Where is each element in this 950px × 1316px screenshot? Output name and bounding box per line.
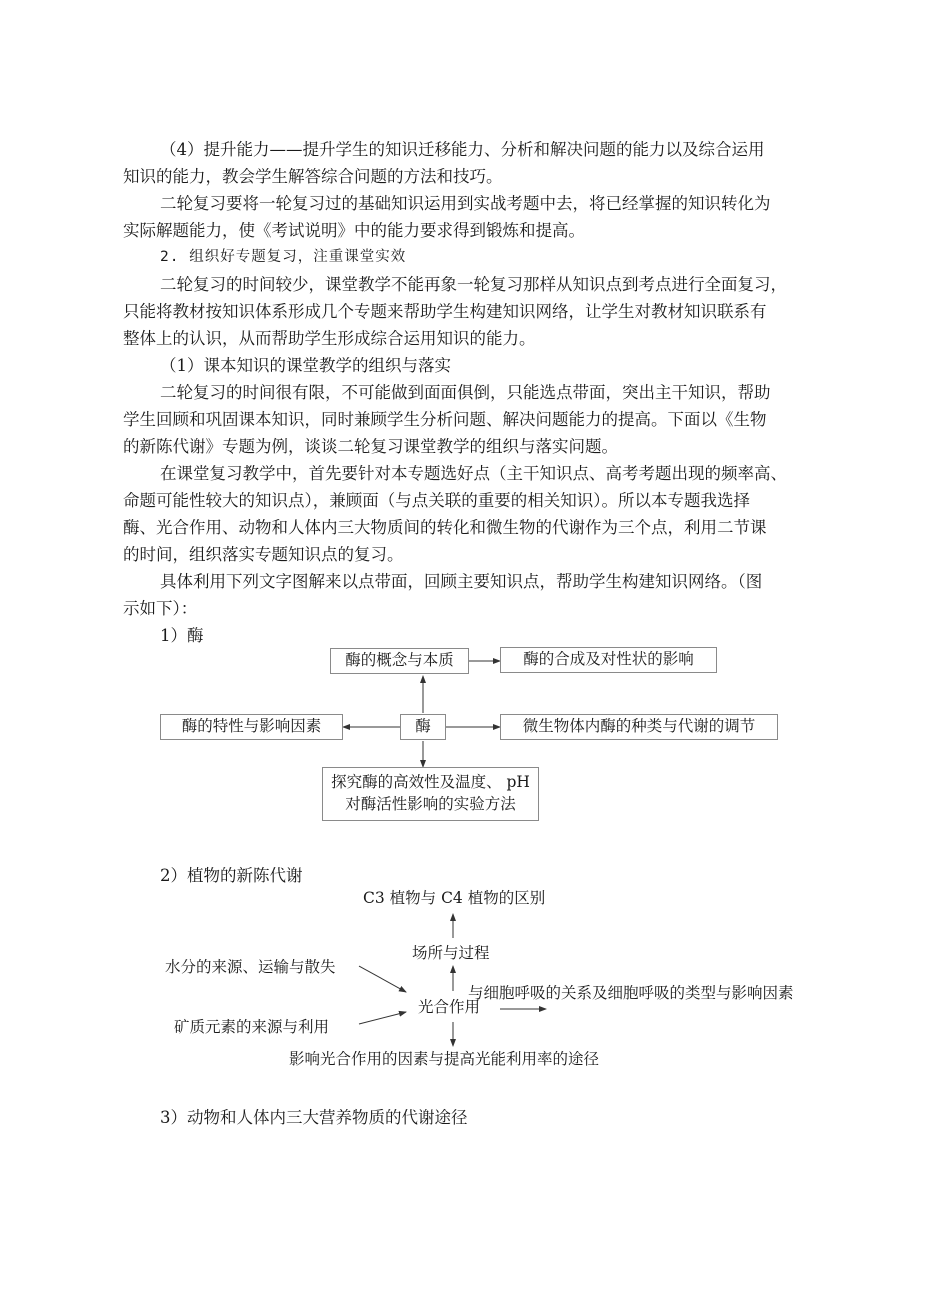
enzyme-experiment-box	[322, 767, 539, 821]
enzyme-properties-box: 酶的特性与影响因素	[160, 714, 343, 740]
paragraph-line: 的新陈代谢》专题为例，谈谈二轮复习课堂教学的组织与落实问题。	[123, 437, 618, 456]
paragraph-line: 示如下）：	[123, 599, 198, 618]
photosynthesis-center-label: 光合作用	[418, 998, 481, 1016]
diagram-heading: 2）植物的新陈代谢	[160, 866, 303, 885]
paragraph-line: 具体利用下列文字图解来以点带面，回顾主要知识点，帮助学生构建知识网络。（图	[160, 572, 763, 591]
diagram-heading: 3）动物和人体内三大营养物质的代谢途径	[160, 1108, 468, 1127]
paragraph-line: （4）提升能力——提升学生的知识迁移能力、分析和解决问题的能力以及综合运用	[160, 140, 765, 159]
paragraph-line: 在课堂复习教学中，首先要针对本专题选好点（主干知识点、高考考题出现的频率高、	[160, 464, 787, 483]
diagram-heading: 1）酶	[160, 626, 204, 645]
microbe-enzyme-box: 微生物体内酶的种类与代谢的调节	[500, 714, 778, 740]
paragraph-line: 二轮复习的时间较少，课堂教学不能再象一轮复习那样从知识点到考点进行全面复习，	[160, 275, 787, 294]
c3-c4-label: C3 植物与 C4 植物的区别	[363, 889, 546, 907]
respiration-label: 与细胞呼吸的关系及细胞呼吸的类型与影响因素	[468, 984, 794, 1002]
section-heading: 2. 组织好专题复习，注重课堂实效	[160, 249, 407, 265]
paragraph-line: 学生回顾和巩固课本知识，同时兼顾学生分析问题、解决问题能力的提高。下面以《生物	[123, 410, 767, 429]
subsection-heading: （1）课本知识的课堂教学的组织与落实	[160, 356, 451, 375]
paragraph-line: 二轮复习要将一轮复习过的基础知识运用到实战考题中去，将已经掌握的知识转化为	[160, 194, 771, 213]
enzyme-experiment-line2: 对酶活性影响的实验方法	[345, 795, 516, 813]
enzyme-center-box: 酶	[400, 714, 446, 740]
paragraph-line: 实际解题能力，使《考试说明》中的能力要求得到锻炼和提高。	[123, 221, 585, 240]
water-label: 水分的来源、运输与散失	[165, 958, 336, 976]
paragraph-line: 二轮复习的时间很有限，不可能做到面面俱倒，只能选点带面，突出主干知识，帮助	[160, 383, 771, 402]
factors-label: 影响光合作用的因素与提高光能利用率的途径	[289, 1050, 600, 1068]
paragraph-line: 整体上的认识，从而帮助学生形成综合运用知识的能力。	[123, 329, 536, 348]
enzyme-concept-box: 酶的概念与本质	[330, 648, 469, 674]
paragraph-line: 知识的能力，教会学生解答综合问题的方法和技巧。	[123, 167, 503, 186]
enzyme-synthesis-box: 酶的合成及对性状的影响	[500, 647, 717, 673]
site-process-label: 场所与过程	[412, 944, 490, 962]
paragraph-line: 的时间，组织落实专题知识点的复习。	[123, 545, 404, 564]
paragraph-line: 只能将教材按知识体系形成几个专题来帮助学生构建知识网络，让学生对教材知识联系有	[123, 302, 767, 321]
enzyme-experiment-line1: 探究酶的高效性及温度、 pH	[331, 773, 530, 791]
mineral-label: 矿质元素的来源与利用	[174, 1018, 330, 1036]
paragraph-line: 命题可能性较大的知识点），兼顾面（与点关联的重要的相关知识）。所以本专题我选择	[123, 491, 750, 510]
paragraph-line: 酶、光合作用、动物和人体内三大物质间的转化和微生物的代谢作为三个点，利用二节课	[123, 518, 767, 537]
